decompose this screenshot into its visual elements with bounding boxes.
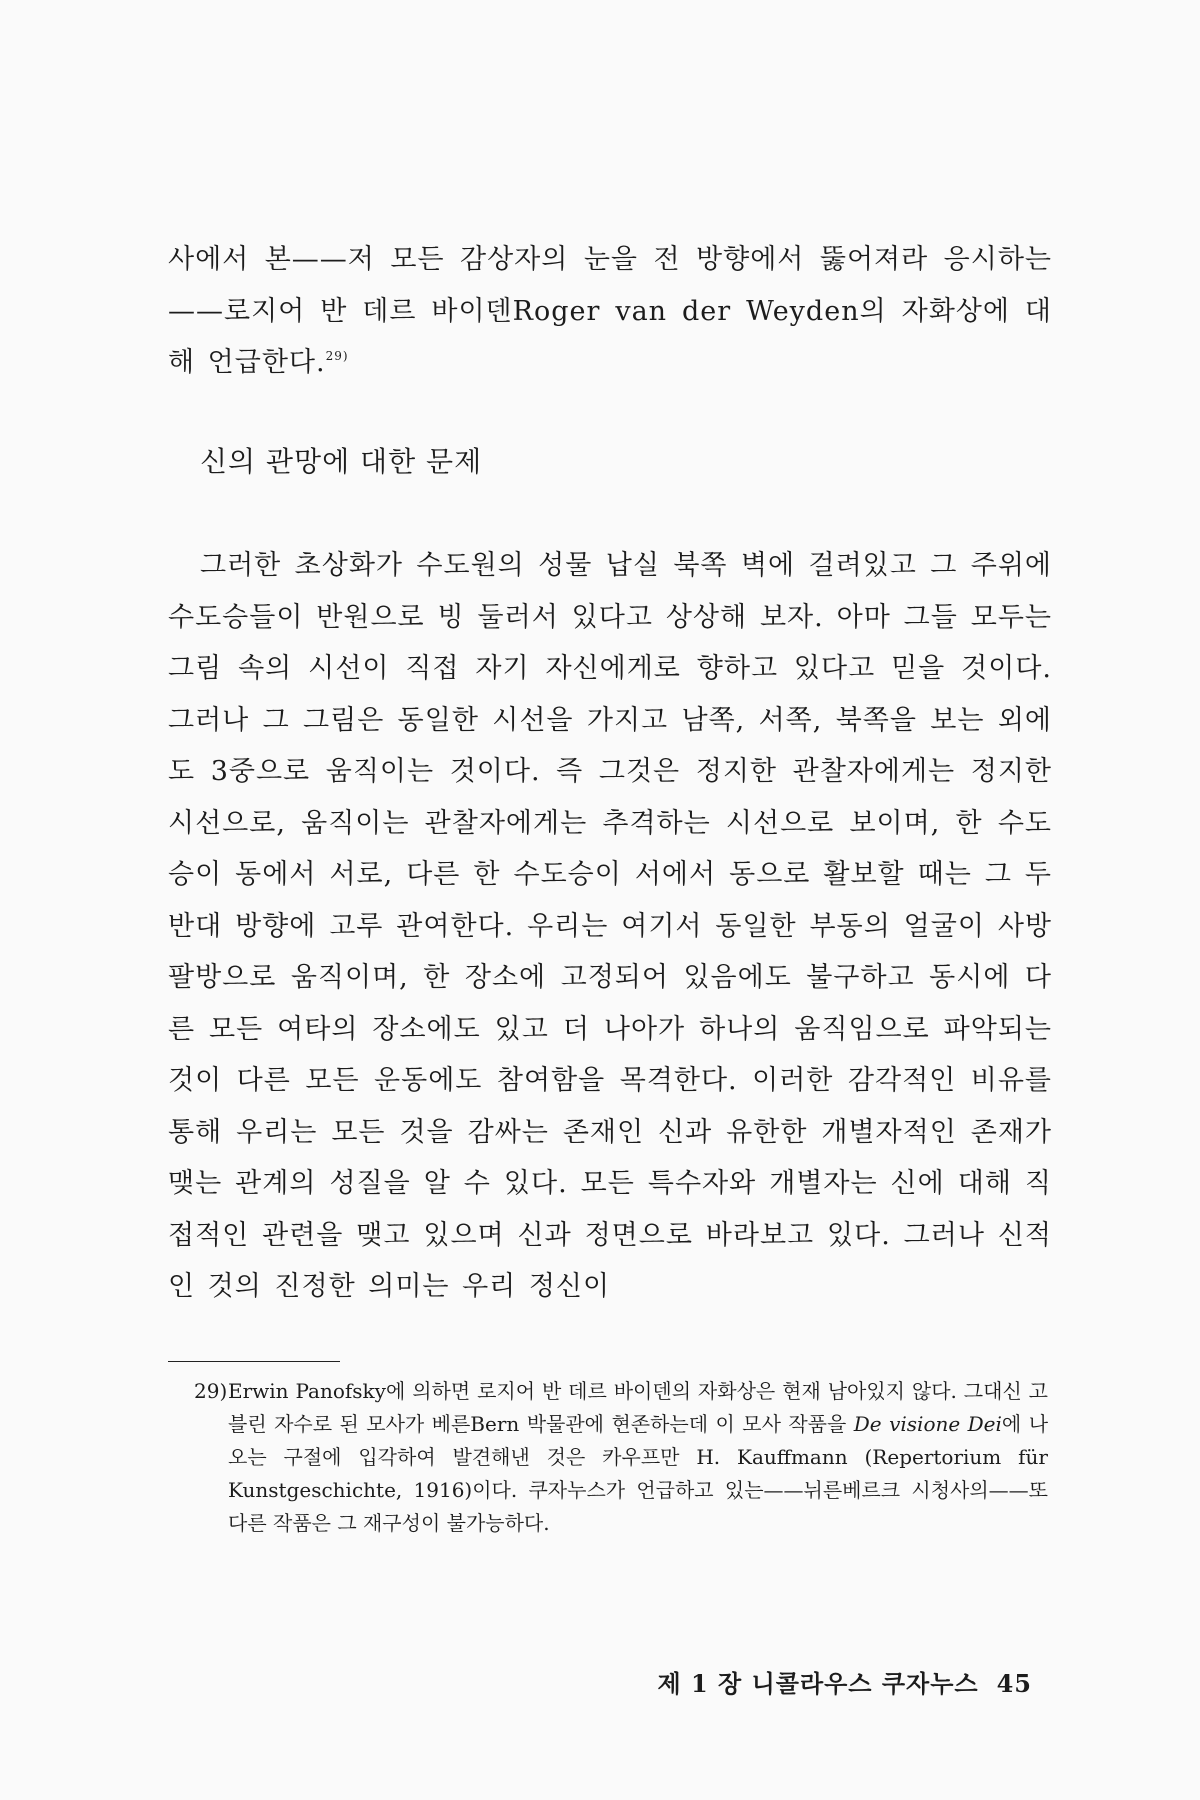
footnote-work-title: De visione Dei [853,1412,1002,1436]
paragraph-2: 그러한 초상화가 수도원의 성물 납실 북쪽 벽에 걸려있고 그 주위에 수도승들이 반원으로 빙 둘러서 있다고 상상해 보자. 아마 그들 모두는 그림 속의 시선이 직접 자기 자신에게로 향하고 있다고 믿을 것이다. 그러나 그 그림은 동일한 시선을 가지고 남쪽, 서쪽, 북쪽을 보는 외에도 3중으로 움직이는 것이다. 즉 그것은 정지한 관찰자에게는 정지한 시선으로, 움직이는 관찰자에게는 추격하는 시선으로 보이며, 한 수도승이 동에서 서로, 다른 한 수도승이 서에서 동으로 활보할 때는 그 두 반대 방향에 고루 관여한다. 우리는 여기서 동일한 부동의 얼굴이 사방 팔방으로 움직이며, 한 장소에 고정되어 있음에도 불구하고 동시에 다른 모든 여타의 장소에도 있고 더 나아가 하나의 움직임으로 파악되는 것이 다른 모든 운동에도 참여함을 목격한다. 이러한 감각적인 비유를 통해 우리는 모든 것을 감싸는 존재인 신과 유한한 개별자적인 존재가 맺는 관계의 성질을 알 수 있다. 모든 특수자와 개별자는 신에 대해 직접적인 관련을 맺고 있으며 신과 정면으로 바라보고 있다. 그러나 신적인 것의 진정한 의미는 우리 정신이 [168,550,1052,1302]
section-heading: 신의 관망에 대한 문제 [200,445,483,478]
footnote-divider [168,1361,340,1362]
footnote-text-after-title: 에 나오는 구절에 입각하여 발견해낸 것은 카우프만 H. Kauffmann (Repertorium für Kunstgeschichte, 1916)이다. 쿠자누스가 언급하고 있는——뉘른베르크 시청사의——또 다른 작품은 그 재구성이 불가능하다. [228,1412,1049,1535]
chapter-label: 제 1 장 니콜라우스 쿠자누스 [657,1669,979,1698]
footnote-number: 29) [194,1379,228,1403]
page-number: 45 [996,1669,1032,1698]
footnote-text-before-title: Erwin Panofsky에 의하면 로지어 반 데르 바이덴의 자화상은 현재 남아있지 않다. 그대신 고블린 자수로 된 모사가 베른Bern 박물관에 현존하는데 이 모사 작품을 [228,1379,1048,1436]
paragraph-1 [168,234,1052,389]
paragraph-1-text: 사에서 본——저 모든 감상자의 눈을 전 방향에서 뚫어져라 응시하는 ——로지어 반 데르 바이덴Roger van der Weyden의 자화상에 대해 언급한다. [168,244,1052,378]
footnote [194,1375,1049,1540]
running-footer [657,1664,1032,1699]
footnote-reference[interactable]: 29) [325,349,349,363]
